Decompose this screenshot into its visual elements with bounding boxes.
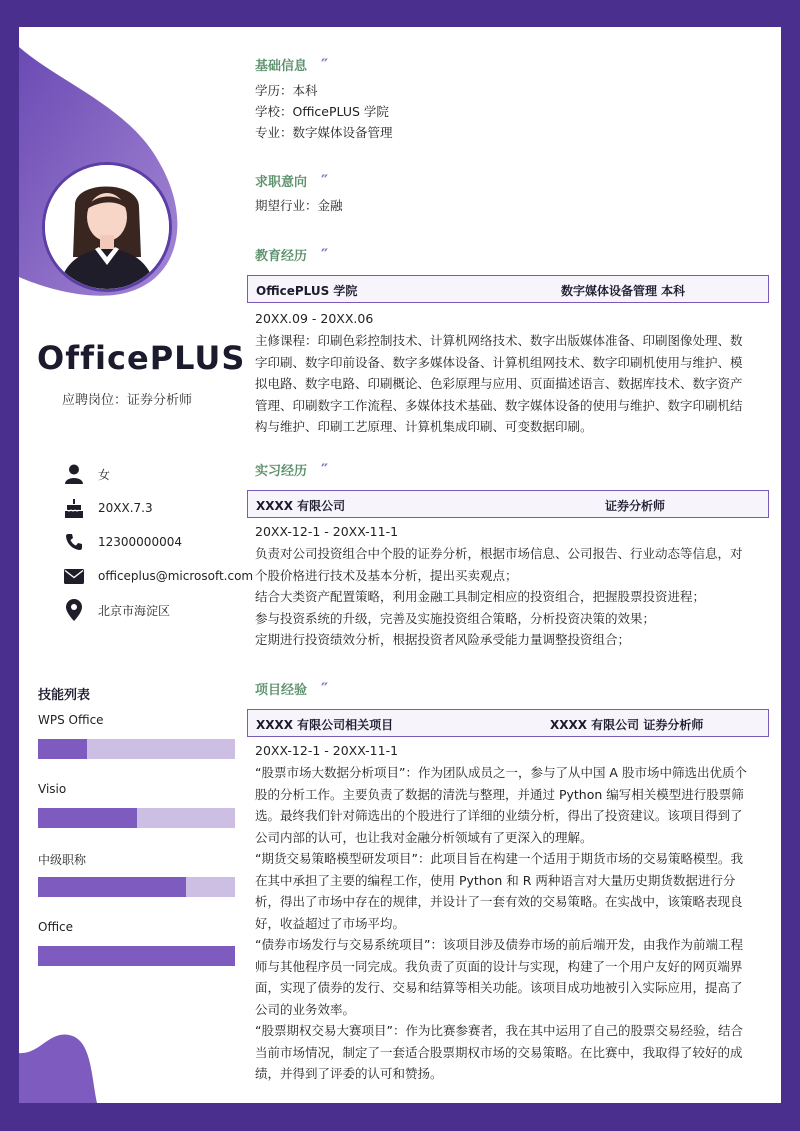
skill-bar xyxy=(38,946,235,966)
projects-line: 绩，并得到了评委的认可和赞扬。 xyxy=(255,1066,443,1081)
intent-line: 期望行业：金融 xyxy=(255,198,343,213)
projects-line: “股票市场大数据分析项目”：作为团队成员之一，参与了从中国 A 股市场中筛选出优质个 xyxy=(255,765,747,780)
frame-left xyxy=(0,0,19,1131)
skill-item xyxy=(38,920,235,966)
section-title-education xyxy=(255,245,327,264)
avatar xyxy=(42,162,172,292)
section-title-text: 基础信息 xyxy=(255,59,308,74)
projects-line: “债券市场发行与交易系统项目”：该项目涉及债券市场的前后端开发，由我作为前端工程 xyxy=(255,937,743,952)
contact-address-text: 北京市海淀区 xyxy=(98,603,171,618)
person-icon xyxy=(63,463,85,485)
section-title-internship xyxy=(255,460,327,479)
skill-item xyxy=(38,713,235,759)
profile-name: OfficePLUS xyxy=(37,339,246,377)
projects-line: 当前市场情况，制定了一套适合股票期权市场的交易策略。在比赛中，我取得了较好的成 xyxy=(255,1044,743,1060)
internship-line: 个股价格进行技术及基本分析，提出买卖观点； xyxy=(255,567,518,583)
internship-description xyxy=(255,543,767,651)
skill-item xyxy=(38,851,235,897)
quote-icon: ″ xyxy=(321,679,328,698)
internship-line: 负责对公司投资组合中个股的证券分析，根据市场信息、公司报告、行业动态等信息，对 xyxy=(255,546,743,561)
projects-line: 选。最终我们针对筛选出的个股进行了详细的业绩分析，得出了投资建议。该项目得到了 xyxy=(255,808,743,823)
basic-line: 学历：本科 xyxy=(255,83,318,98)
projects-line: 好，收益超过了市场平均。 xyxy=(255,915,406,931)
education-period: 20XX.09 - 20XX.06 xyxy=(255,311,374,326)
contact-list xyxy=(63,457,273,627)
internship-role: 证券分析师 xyxy=(605,499,666,513)
skill-bar xyxy=(38,739,235,759)
section-title-text: 教育经历 xyxy=(255,249,308,264)
section-title-basic xyxy=(255,55,327,74)
education-line: 拟电路、数字电路、印刷概论、色彩原理与应用、页面描述语言、数据库技术、数字资产 xyxy=(255,376,743,391)
projects-line: 公司的业务效率。 xyxy=(255,1001,356,1017)
education-line: 字印刷、数字印前设备、数字多媒体设备、计算机组网技术、数字印刷机使用与维护、模 xyxy=(255,354,743,370)
frame-bottom xyxy=(0,1103,800,1131)
projects-line: 面，实现了债券的发行、交易和结算等相关功能。该项目成功地被引入实际应用，提高了 xyxy=(255,980,743,995)
contact-birthday xyxy=(63,491,273,525)
quote-icon: ″ xyxy=(321,245,328,264)
education-school: OfficePLUS 学院 xyxy=(256,284,358,298)
projects-period: 20XX-12-1 - 20XX-11-1 xyxy=(255,743,399,758)
contact-gender xyxy=(63,457,273,491)
contact-phone xyxy=(63,525,273,559)
section-title-intent xyxy=(255,171,327,190)
projects-line: 师与其他程序员一同完成。我负责了页面的设计与实现，构建了一个用户友好的网页端界 xyxy=(255,958,743,974)
education-line: 构与维护、印刷工艺原理、计算机集成印刷、可变数据印刷。 xyxy=(255,419,593,434)
internship-line: 定期进行投资绩效分析，根据投资者风险承受能力量调整投资组合； xyxy=(255,632,631,647)
contact-birthday-text: 20XX.7.3 xyxy=(98,501,153,515)
section-title-projects xyxy=(255,679,327,698)
internship-company: XXXX 有限公司 xyxy=(256,499,346,513)
contact-email-text[interactable]: officeplus@microsoft.com xyxy=(98,569,254,583)
projects-line: 析，得出了市场中存在的规律，并设计了一套有效的交易策略。在实战中，该策略表现良 xyxy=(255,894,743,909)
education-description xyxy=(255,330,767,438)
skill-bar-fill xyxy=(38,739,87,759)
projects-line: 公司内部的认可，也让我对金融分析领域有了更深入的理解。 xyxy=(255,829,593,845)
cake-icon xyxy=(63,497,85,519)
location-pin-icon xyxy=(63,599,85,621)
skill-bar xyxy=(38,877,235,897)
skill-label: WPS Office xyxy=(38,713,104,727)
education-line: 管理、印刷数字工作流程、多媒体技术基础、数字媒体设备的使用与维护、数字印刷机结 xyxy=(255,397,743,413)
internship-period: 20XX-12-1 - 20XX-11-1 xyxy=(255,524,399,539)
mail-icon xyxy=(63,565,85,587)
frame-top xyxy=(0,0,800,27)
quote-icon: ″ xyxy=(321,171,328,190)
resume-page xyxy=(19,27,781,1103)
skill-item xyxy=(38,782,235,828)
basic-line: 专业：数字媒体设备管理 xyxy=(255,125,393,140)
education-line: 主修课程：印刷色彩控制技术、计算机网络技术、数字出版媒体准备、印刷图像处理、数 xyxy=(255,333,743,348)
section-title-text: 求职意向 xyxy=(255,175,308,190)
skill-bar-fill xyxy=(38,877,186,897)
avatar-portrait-icon xyxy=(45,165,169,289)
skills-title: 技能列表 xyxy=(38,688,91,703)
internship-line: 参与投资系统的升级，完善及实施投资组合策略，分析投资决策的效果； xyxy=(255,610,656,626)
contact-phone-text: 12300000004 xyxy=(98,535,182,549)
skill-label: Visio xyxy=(38,782,67,796)
skill-label: 中级职称 xyxy=(38,853,87,867)
projects-header-bar xyxy=(247,709,769,737)
frame-right xyxy=(781,0,800,1131)
projects-line: 在其中承担了主要的编程工作，使用 Python 和 R 两种语言对大量历史期货数据进行分 xyxy=(255,872,736,888)
phone-icon xyxy=(63,531,85,553)
section-title-text: 实习经历 xyxy=(255,464,308,479)
contact-email xyxy=(63,559,273,593)
skill-bar xyxy=(38,808,235,828)
quote-icon: ″ xyxy=(321,460,328,479)
projects-line: 股的分析工作。主要负责了数据的清洗与整理，并通过 Python 编写相关模型进行股票筛 xyxy=(255,786,744,802)
education-header-bar xyxy=(247,275,769,303)
basic-line: 学校：OfficePLUS 学院 xyxy=(255,104,389,119)
applied-position: 应聘岗位：证券分析师 xyxy=(61,393,192,408)
quote-icon: ″ xyxy=(321,55,328,74)
section-title-text: 项目经验 xyxy=(255,683,308,698)
contact-gender-text: 女 xyxy=(98,467,111,482)
projects-org-role: XXXX 有限公司 证券分析师 xyxy=(550,718,704,732)
skill-bar-fill xyxy=(38,946,235,966)
internship-line: 结合大类资产配置策略，利用金融工具制定相应的投资组合，把握股票投资进程； xyxy=(255,589,706,604)
skill-label: Office xyxy=(38,920,74,934)
projects-line: “期货交易策略模型研发项目”：此项目旨在构建一个适用于期货市场的交易策略模型。我 xyxy=(255,851,743,866)
education-major: 数字媒体设备管理 本科 xyxy=(561,284,686,298)
skill-bar-fill xyxy=(38,808,137,828)
contact-address xyxy=(63,593,273,627)
projects-description xyxy=(255,762,767,1085)
decorative-blob-bottom xyxy=(19,1013,109,1103)
projects-line: “股票期权交易大赛项目”：作为比赛参赛者，我在其中运用了自己的股票交易经验，结合 xyxy=(255,1023,743,1038)
projects-name: XXXX 有限公司相关项目 xyxy=(256,718,394,732)
internship-header-bar xyxy=(247,490,769,518)
